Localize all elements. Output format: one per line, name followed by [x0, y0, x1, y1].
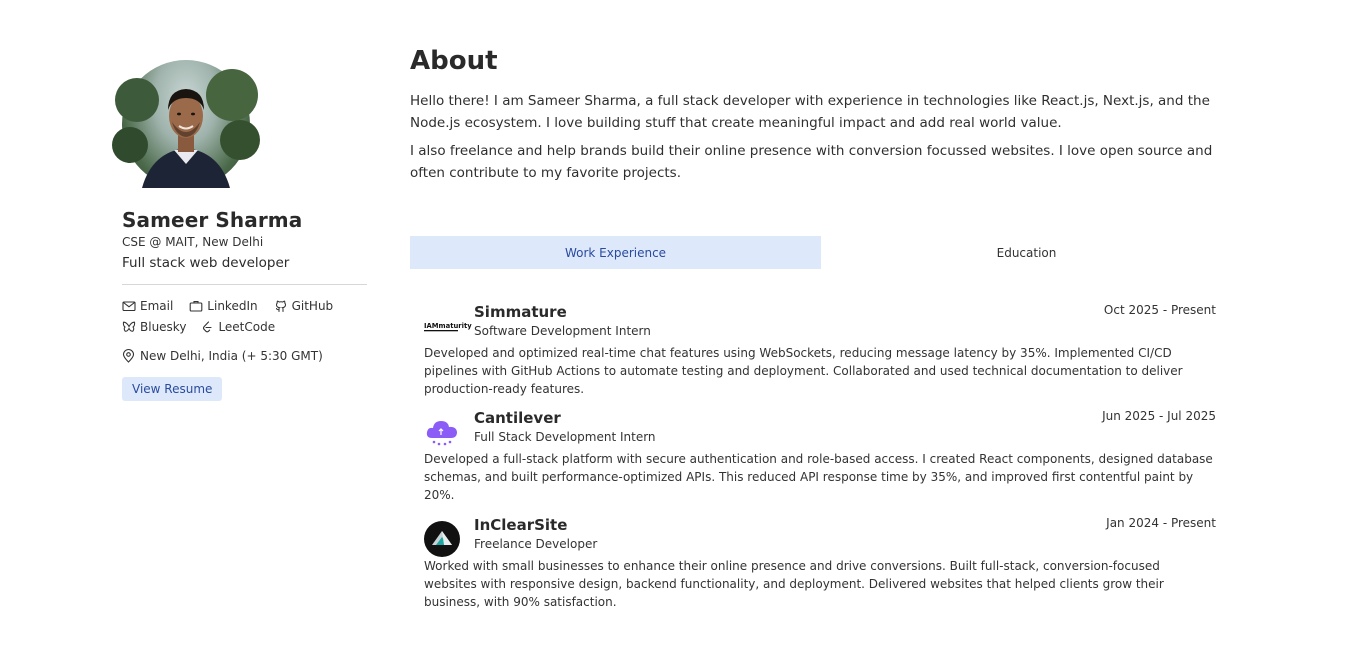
email-link[interactable] — [122, 298, 173, 314]
company-name: Cantilever — [474, 409, 561, 427]
job-description: Developed and optimized real-time chat features using WebSockets, reducing message latency by 35%. Implemented CI/CD pipelines with GitHub Actions to automate testing and deployment. Collaborated and used technical documentation to deliver production-ready features. — [424, 346, 1183, 396]
about-heading: About — [410, 46, 498, 76]
bluesky-link-label: Bluesky — [140, 320, 187, 334]
tab-education[interactable]: Education — [996, 245, 1057, 260]
briefcase-icon — [189, 299, 203, 313]
linkedin-link[interactable] — [189, 298, 257, 314]
github-link[interactable] — [274, 298, 334, 314]
profile-name: Sameer Sharma — [122, 208, 303, 232]
company-name: InClearSite — [474, 516, 568, 534]
bluesky-link[interactable] — [122, 319, 186, 335]
butterfly-icon — [122, 320, 136, 334]
experience-item-inclearsite — [424, 515, 1216, 611]
cloud-icon — [424, 414, 460, 450]
linkedin-link-label: LinkedIn — [207, 299, 258, 313]
about-paragraph-2: I also freelance and help brands build their online presence with conversion focussed websites. I love open source and often contribute to my favorite projects. — [410, 143, 1213, 181]
tab-work-experience[interactable]: Work Experience — [410, 236, 821, 269]
profile-education: CSE @ MAIT, New Delhi — [122, 235, 264, 249]
profile-sidebar — [122, 60, 367, 401]
avatar — [122, 60, 250, 188]
section-tabs — [410, 236, 1232, 269]
job-dates: Oct 2025 - Present — [1103, 303, 1216, 317]
location — [122, 348, 367, 364]
inclearsite-logo — [424, 521, 460, 557]
job-description: Worked with small businesses to enhance their online presence and drive conversions. Built full-stack, conversion-focused websites with responsive design, backend functionality, and deployment. Delivered websites that helped clients grow their business, with 90% satisfaction. — [424, 559, 1164, 609]
social-links — [122, 298, 367, 335]
experience-item-simmature — [424, 302, 1216, 398]
simmature-logo — [424, 308, 472, 344]
job-dates: Jan 2024 - Present — [1106, 516, 1216, 530]
job-dates: Jun 2025 - Jul 2025 — [1102, 409, 1216, 423]
main-content — [410, 44, 1220, 609]
experience-item-cantilever — [424, 408, 1216, 504]
company-name: Simmature — [474, 303, 567, 321]
profile-role: Full stack web developer — [122, 255, 290, 271]
leetcode-link-label: LeetCode — [218, 320, 276, 334]
email-link-label: Email — [140, 299, 174, 313]
about-paragraph-1: Hello there! I am Sameer Sharma, a full stack developer with experience in technologies like React.js, Next.js, and the Node.js ecosystem. I love building stuff that create meaningful impact and add real world value. — [410, 93, 1210, 131]
divider — [122, 284, 367, 285]
mail-icon — [122, 299, 136, 313]
job-title: Freelance Developer — [474, 537, 598, 551]
job-title: Full Stack Development Intern — [474, 430, 656, 444]
github-icon — [274, 299, 288, 313]
leetcode-icon — [200, 320, 214, 334]
simmature-logo-text: IAMmaturity — [424, 322, 472, 330]
location-text: New Delhi, India (+ 5:30 GMT) — [140, 349, 323, 363]
github-link-label: GitHub — [291, 299, 334, 313]
job-description: Developed a full-stack platform with secure authentication and role-based access. I created React components, designed database schemas, and built performance-optimized APIs. This reduced API response time by 35%, and improved first contentful paint by 20%. — [424, 452, 1213, 502]
map-pin-icon — [122, 349, 135, 363]
view-resume-button[interactable]: View Resume — [122, 377, 222, 401]
leetcode-link[interactable] — [200, 319, 275, 335]
job-title: Software Development Intern — [474, 324, 651, 338]
